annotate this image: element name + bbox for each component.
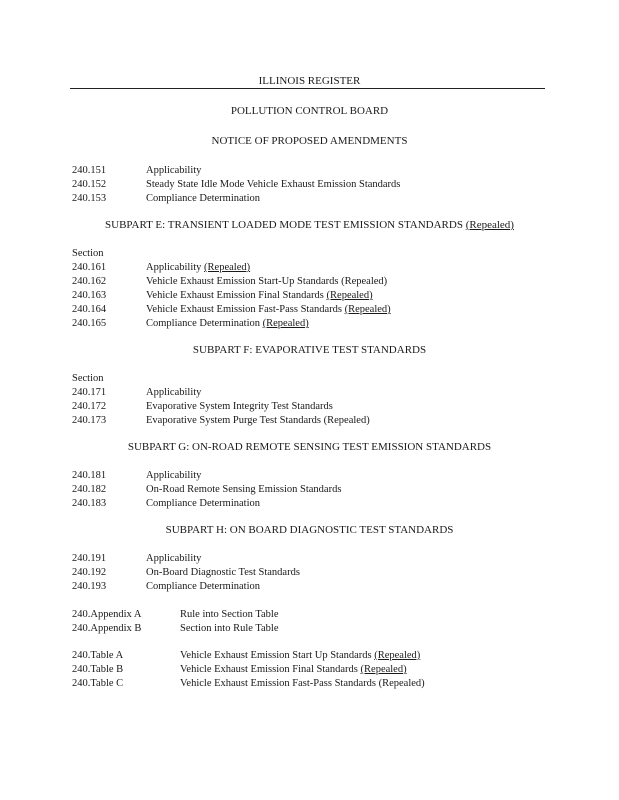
section-number: 240.193 — [72, 581, 107, 592]
table-title-text: Vehicle Exhaust Emission Fast-Pass Standards — [180, 678, 376, 689]
table-title-text: Vehicle Exhaust Emission Final Standards — [180, 664, 358, 675]
section-number: 240.182 — [72, 484, 107, 495]
section-title: On-Board Diagnostic Test Standards — [146, 567, 300, 578]
subpart-f-title: SUBPART F: EVAPORATIVE TEST STANDARDS — [192, 344, 427, 356]
section-title: Applicability — [146, 553, 202, 564]
section-number: 240.173 — [72, 415, 107, 426]
subpart-e-title: SUBPART E: TRANSIENT LOADED MODE TEST EMISSION STANDARDS — [105, 219, 463, 231]
section-number: 240.153 — [72, 193, 107, 204]
appendix-title: Rule into Section Table — [180, 609, 279, 620]
appendix-number: 240.Appendix A — [72, 609, 142, 620]
table-title-text: Vehicle Exhaust Emission Start Up Standards — [180, 650, 372, 661]
section-number: 240.163 — [72, 290, 107, 301]
section-number: 240.162 — [72, 276, 107, 287]
table-number: 240.Table B — [72, 664, 124, 675]
table-title — [180, 649, 420, 662]
section-title-text: Applicability — [146, 262, 202, 273]
repealed-mark: (Repealed) — [344, 304, 391, 315]
section-number: 240.165 — [72, 318, 107, 329]
section-title: Evaporative System Purge Test Standards (Repealed) — [146, 415, 370, 426]
section-number: 240.171 — [72, 387, 107, 398]
subpart-e-heading — [0, 219, 619, 232]
repealed-mark: (Repealed) — [262, 318, 309, 329]
board-title: POLLUTION CONTROL BOARD — [230, 105, 389, 117]
repealed-mark: (Repealed) — [378, 678, 425, 689]
table-number: 240.Table A — [72, 650, 124, 661]
repealed-mark: (Repealed) — [341, 276, 388, 287]
section-number: 240.183 — [72, 498, 107, 509]
section-title: Applicability — [146, 387, 202, 398]
repealed-mark: (Repealed) — [374, 650, 421, 661]
section-title: Steady State Idle Mode Vehicle Exhaust Emission Standards — [146, 179, 401, 190]
repealed-mark: (Repealed) — [204, 262, 251, 273]
section-title: Compliance Determination — [146, 581, 261, 592]
section-title — [146, 275, 387, 288]
section-title — [146, 317, 309, 330]
table-number: 240.Table C — [72, 678, 124, 689]
table-title — [180, 663, 407, 676]
section-number: 240.172 — [72, 401, 107, 412]
table-title — [180, 677, 425, 690]
section-title — [146, 261, 250, 274]
section-label: Section — [72, 373, 104, 384]
section-number: 240.164 — [72, 304, 107, 315]
section-title — [146, 303, 391, 316]
section-title-text: Compliance Determination — [146, 318, 261, 329]
section-number: 240.151 — [72, 165, 107, 176]
appendix-title: Section into Rule Table — [180, 623, 279, 634]
section-number: 240.181 — [72, 470, 107, 481]
section-title: Compliance Determination — [146, 193, 261, 204]
appendix-number: 240.Appendix B — [72, 623, 142, 634]
section-title-text: Vehicle Exhaust Emission Fast-Pass Standards — [146, 304, 342, 315]
section-label: Section — [72, 248, 104, 259]
section-title: On-Road Remote Sensing Emission Standards — [146, 484, 342, 495]
section-title-text: Vehicle Exhaust Emission Start-Up Standards — [146, 276, 339, 287]
subpart-g-title: SUBPART G: ON-ROAD REMOTE SENSING TEST EMISSION STANDARDS — [127, 441, 492, 453]
section-number: 240.191 — [72, 553, 107, 564]
notice-title: NOTICE OF PROPOSED AMENDMENTS — [211, 135, 408, 147]
section-number: 240.192 — [72, 567, 107, 578]
header-rule — [70, 88, 545, 89]
section-number: 240.152 — [72, 179, 107, 190]
section-title: Applicability — [146, 470, 202, 481]
section-title-text: Vehicle Exhaust Emission Final Standards — [146, 290, 324, 301]
section-title: Applicability — [146, 165, 202, 176]
section-number: 240.161 — [72, 262, 107, 273]
repealed-mark: (Repealed) — [326, 290, 373, 301]
repealed-mark: (Repealed) — [360, 664, 407, 675]
subpart-h-title: SUBPART H: ON BOARD DIAGNOSTIC TEST STANDARDS — [165, 524, 454, 536]
section-title: Evaporative System Integrity Test Standards — [146, 401, 333, 412]
section-title — [146, 289, 373, 302]
section-title: Compliance Determination — [146, 498, 261, 509]
subpart-e-repealed: (Repealed) — [465, 219, 514, 231]
register-title: ILLINOIS REGISTER — [258, 75, 361, 87]
